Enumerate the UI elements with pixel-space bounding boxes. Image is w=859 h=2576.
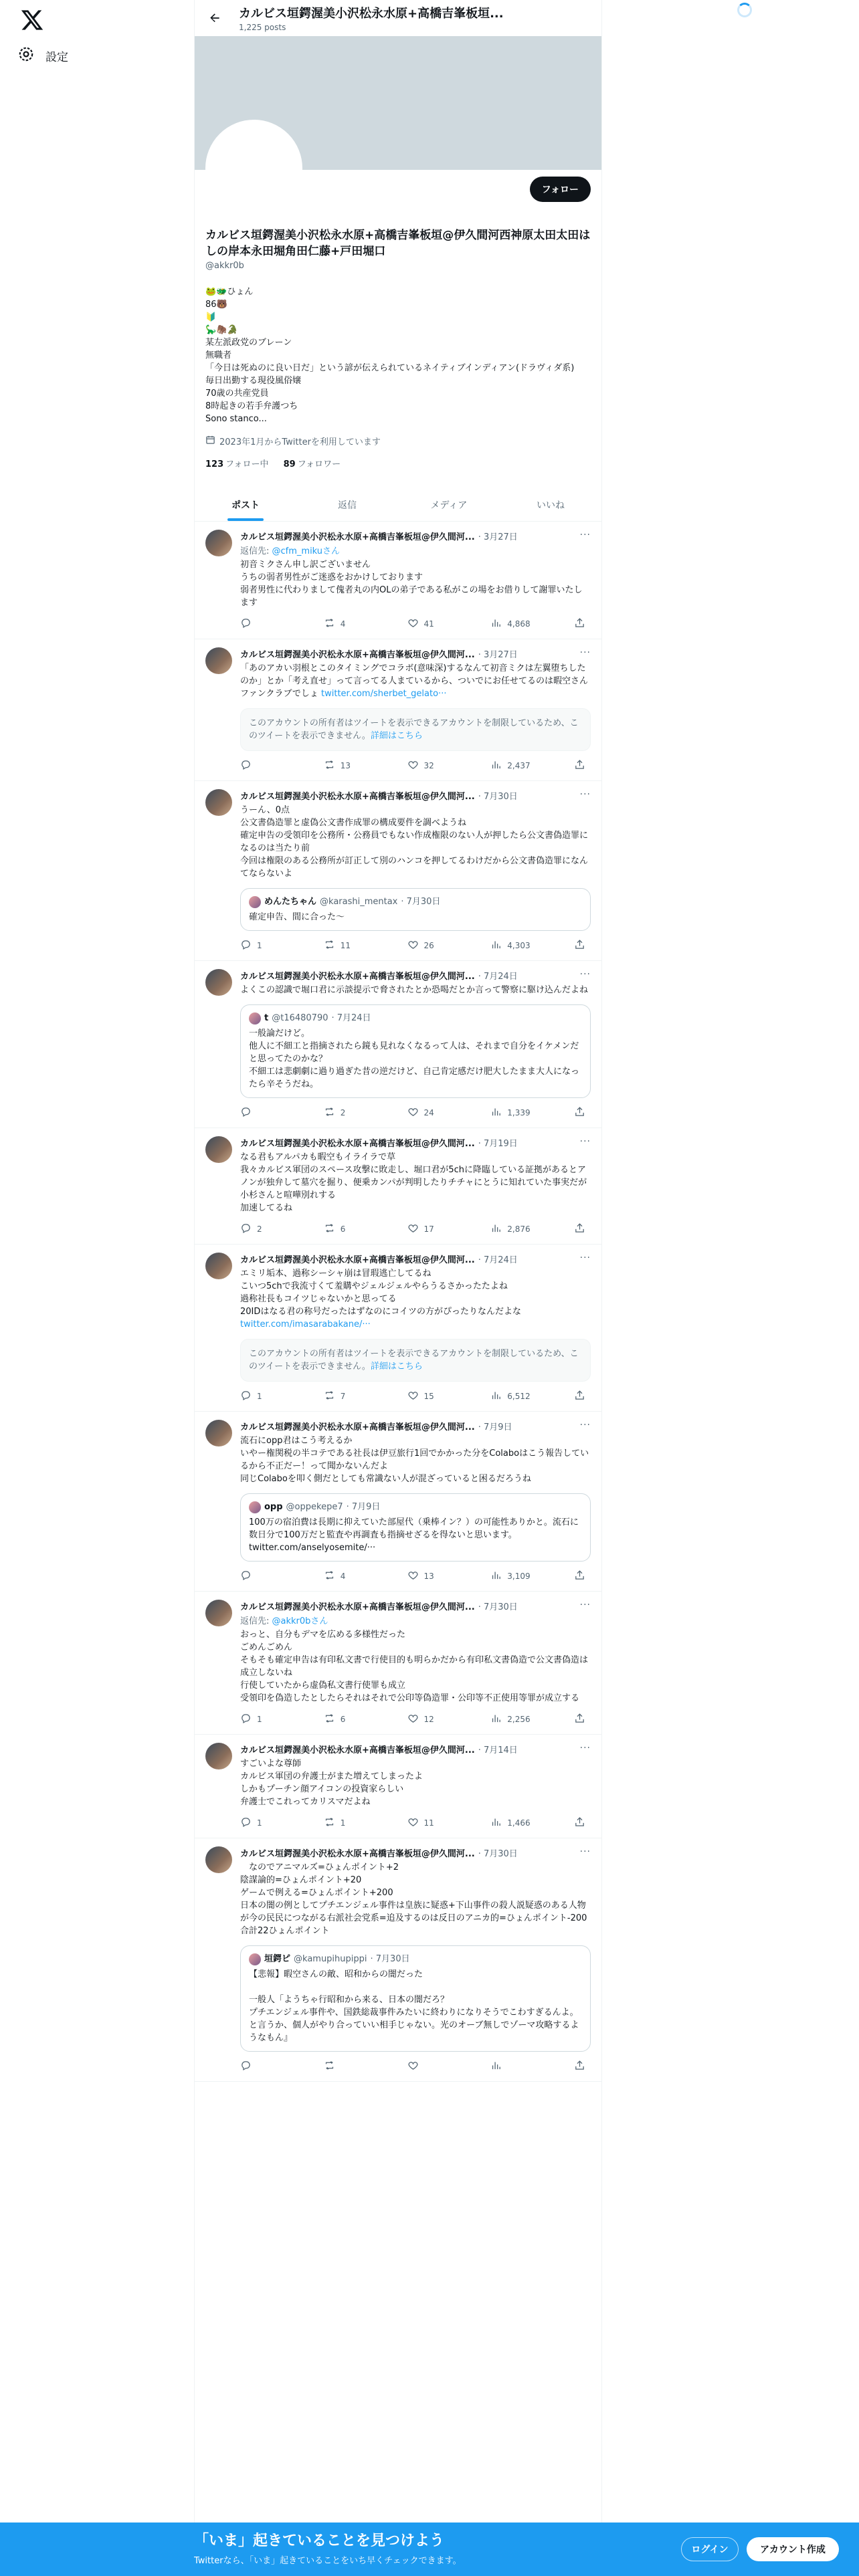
- tweet-text: [240, 804, 591, 880]
- tweet-avatar[interactable]: [205, 1136, 232, 1163]
- like-count: 13: [423, 1572, 434, 1581]
- timeline: [195, 522, 601, 2082]
- quoted-tweet[interactable]: [240, 1945, 591, 2052]
- reply-button[interactable]: [240, 2060, 287, 2073]
- like-count: 24: [423, 1108, 434, 1117]
- settings-nav-item[interactable]: [17, 45, 68, 66]
- tweet-date[interactable]: · 7月24日: [478, 972, 518, 982]
- share-icon: [574, 1570, 585, 1583]
- more-options-icon[interactable]: ···: [579, 1600, 591, 1610]
- view-count: 6,512: [507, 1392, 531, 1401]
- reply-to-prefix: 返信先:: [240, 546, 272, 556]
- more-options-icon[interactable]: ···: [579, 1846, 591, 1857]
- reply-button[interactable]: [240, 1816, 287, 1830]
- share-icon: [574, 617, 585, 631]
- share-button[interactable]: [574, 759, 585, 772]
- reply-icon: [240, 939, 252, 952]
- tweet-avatar[interactable]: [205, 647, 232, 674]
- gear-icon: [17, 45, 35, 66]
- learn-more-link[interactable]: 詳細はこちら: [370, 731, 423, 741]
- share-button[interactable]: [574, 1222, 585, 1236]
- like-count: 15: [423, 1392, 434, 1401]
- tweet-actions: [240, 1713, 591, 1726]
- reply-icon: [240, 1106, 252, 1119]
- views-button[interactable]: [490, 759, 537, 772]
- views-button[interactable]: [490, 1570, 537, 1583]
- retweet-count: 7: [340, 1392, 346, 1401]
- reply-button[interactable]: [240, 939, 287, 952]
- quoted-author: 垣鍔ピ: [264, 1954, 291, 1964]
- reply-icon: [240, 2060, 252, 2073]
- tweet-text-body: よくこの認識で堀口君に示談提示で脅されたとか恐喝だとか言って警察に駆け込んだよね: [240, 985, 589, 995]
- tweet-text-body: 初音ミクさん申し訳ございません うちの弱者男性がご迷惑をおかけしております 弱者男性に代わりまして傀者丸の内OLの弟子である私がこの場をお借りして謝罪いたします: [240, 560, 583, 608]
- share-icon: [574, 939, 585, 952]
- retweet-count: 2: [340, 1108, 346, 1117]
- more-options-icon[interactable]: ···: [579, 1136, 591, 1147]
- view-count: 2,876: [507, 1224, 531, 1234]
- views-button[interactable]: [490, 1222, 537, 1236]
- more-options-icon[interactable]: ···: [579, 969, 591, 980]
- retweet-icon: [324, 2060, 335, 2073]
- reply-icon: [240, 759, 252, 772]
- tweet-author[interactable]: カルビス垣鍔渥美小沢松永水原+高橋吉峯板垣@伊久間河...: [240, 1422, 475, 1432]
- tweet-actions: [240, 1222, 591, 1236]
- restricted-notice-text: このアカウントの所有者はツイートを表示できるアカウントを制限しているため、このツイートを表示できません。: [249, 1349, 579, 1372]
- views-button[interactable]: [490, 1713, 537, 1726]
- views-chart-icon: [490, 939, 502, 952]
- tweet[interactable]: [195, 1245, 601, 1412]
- tweet[interactable]: [195, 1412, 601, 1592]
- views-button[interactable]: [490, 2060, 537, 2073]
- tweet[interactable]: [195, 1128, 601, 1245]
- tweet-author[interactable]: カルビス垣鍔渥美小沢松永水原+高橋吉峯板垣@伊久間河...: [240, 1255, 475, 1265]
- left-sidebar: [0, 0, 194, 2576]
- tweet-actions: [240, 759, 591, 772]
- profile-avatar[interactable]: [205, 120, 302, 217]
- signup-banner: [0, 2523, 859, 2576]
- reply-icon: [240, 1816, 252, 1830]
- quoted-tweet[interactable]: [240, 888, 591, 931]
- reply-button[interactable]: [240, 1570, 287, 1583]
- share-icon: [574, 1222, 585, 1236]
- views-chart-icon: [490, 759, 502, 772]
- tweet-link[interactable]: twitter.com/sherbet_gelato···: [321, 689, 447, 699]
- like-button[interactable]: [407, 1570, 454, 1583]
- tweet-avatar[interactable]: [205, 530, 232, 556]
- retweet-count: 1: [340, 1818, 346, 1828]
- tweet-avatar[interactable]: [205, 1600, 232, 1626]
- tab-media[interactable]: メディア: [430, 500, 468, 511]
- like-button[interactable]: [407, 2060, 454, 2073]
- tweet-author[interactable]: カルビス垣鍔渥美小沢松永水原+高橋吉峯板垣@伊久間河...: [240, 1602, 475, 1612]
- quoted-author: めんたちゃん: [264, 897, 317, 907]
- tweet[interactable]: [195, 522, 601, 639]
- reply-count: 1: [257, 1392, 262, 1401]
- tweet-link[interactable]: twitter.com/imasarabakane/···: [240, 1319, 371, 1329]
- tweet-actions: [240, 1106, 591, 1119]
- profile-handle: @akkr0b: [205, 261, 244, 271]
- tab-replies[interactable]: 返信: [338, 500, 357, 511]
- reply-to: [240, 544, 591, 556]
- retweet-count: 6: [340, 1715, 346, 1724]
- tab-likes[interactable]: いいね: [537, 500, 565, 511]
- heart-icon: [407, 1816, 419, 1830]
- more-options-icon[interactable]: ···: [579, 789, 591, 800]
- tweet-date[interactable]: · 7月24日: [478, 1255, 518, 1265]
- views-chart-icon: [490, 1390, 502, 1403]
- tweet-date[interactable]: · 7月14日: [478, 1745, 518, 1755]
- share-button[interactable]: [574, 617, 585, 631]
- tweet-date[interactable]: · 3月27日: [478, 650, 518, 660]
- reply-button[interactable]: [240, 1106, 287, 1119]
- tweet-avatar[interactable]: [205, 1846, 232, 1873]
- share-button[interactable]: [574, 1106, 585, 1119]
- like-button[interactable]: [407, 1222, 454, 1236]
- profile-bio: 🐸🐲ひょん 86🐻 🔰 🦕🦣🐊 某左派政党のブレーン 無職者 「今日は死ぬのに良い日だ」という諺が伝えられているネイティブインディアン(ドラヴィダ系) 毎日出勤する現役風俗嬢 70歳の共産党員 8時起きの若手弁護つち Sono stanco...: [205, 287, 575, 424]
- tweet[interactable]: [195, 639, 601, 781]
- tweet-date[interactable]: · 7月30日: [478, 1602, 518, 1612]
- tweet-avatar[interactable]: [205, 1743, 232, 1769]
- tweet-actions: [240, 617, 591, 631]
- retweet-count: 11: [340, 941, 351, 950]
- view-count: 1,466: [507, 1818, 531, 1828]
- reply-icon: [240, 617, 252, 631]
- like-count: 12: [423, 1715, 434, 1724]
- quoted-tweet[interactable]: [240, 1493, 591, 1562]
- tweet-actions: [240, 1816, 591, 1830]
- share-icon: [574, 1390, 585, 1403]
- followers-link[interactable]: [284, 459, 341, 469]
- retweet-count: 4: [340, 1572, 346, 1581]
- views-chart-icon: [490, 1222, 502, 1236]
- more-options-icon[interactable]: ···: [579, 1253, 591, 1263]
- tweet-actions: [240, 2060, 591, 2073]
- retweet-button[interactable]: [324, 1570, 371, 1583]
- share-button[interactable]: [574, 1570, 585, 1583]
- retweet-button[interactable]: [324, 1222, 371, 1236]
- quoted-author: opp: [264, 1502, 283, 1512]
- tweet-text-body: 「あのアカい羽根とこのタイミングでコラボ(意味深)するなんて初音ミクは左翼堕ちしたのか」とか「考え直せ」って言ってる人まているから、ついでにお任せてるのは暇空さんファンクラブでしょ: [240, 663, 589, 699]
- share-button[interactable]: [574, 2060, 585, 2073]
- tweet-avatar[interactable]: [205, 1253, 232, 1279]
- tweet-author[interactable]: カルビス垣鍔渥美小沢松永水原+高橋吉峯板垣@伊久間河...: [240, 532, 475, 542]
- share-icon: [574, 1106, 585, 1119]
- retweet-button[interactable]: [324, 1390, 371, 1403]
- followers-label: フォロワー: [297, 459, 341, 469]
- like-button[interactable]: [407, 759, 454, 772]
- reply-to-prefix: 返信先:: [240, 1616, 272, 1626]
- tweet-actions: [240, 1570, 591, 1583]
- learn-more-link[interactable]: 詳細はこちら: [370, 1362, 423, 1372]
- profile-header-bar: [195, 0, 601, 36]
- restricted-notice: [240, 1339, 591, 1382]
- back-arrow-icon[interactable]: [203, 6, 227, 30]
- more-options-icon[interactable]: ···: [579, 1743, 591, 1753]
- reply-button[interactable]: [240, 759, 287, 772]
- retweet-icon: [324, 759, 335, 772]
- login-button[interactable]: ログイン: [681, 2537, 739, 2561]
- share-button[interactable]: [574, 1713, 585, 1726]
- reply-count: 1: [257, 1715, 262, 1724]
- share-button[interactable]: [574, 1390, 585, 1403]
- tweet-avatar[interactable]: [205, 789, 232, 816]
- retweet-button[interactable]: [324, 1106, 371, 1119]
- reply-button[interactable]: [240, 1222, 287, 1236]
- quoted-date: · 7月9日: [346, 1502, 381, 1512]
- quoted-text: 100万の宿泊費は長期に抑えていた部屋代（乗棒イン？）の可能性ありかと。流石に数日分で100万だと監査や再調査も指摘せざるを得ないと思います。twitter.com/anselyosemite/···: [249, 1517, 579, 1553]
- like-button[interactable]: [407, 1390, 454, 1403]
- heart-icon: [407, 1570, 419, 1583]
- share-icon: [574, 759, 585, 772]
- following-label: フォロー中: [225, 459, 269, 469]
- heart-icon: [407, 1390, 419, 1403]
- reply-icon: [240, 1222, 252, 1236]
- retweet-button[interactable]: [324, 1713, 371, 1726]
- retweet-button[interactable]: [324, 2060, 371, 2073]
- quoted-text: 確定申告、間に合った〜: [249, 912, 345, 922]
- reply-to-handle[interactable]: @cfm_mikuさん: [272, 546, 341, 556]
- retweet-button[interactable]: [324, 939, 371, 952]
- like-button[interactable]: [407, 1816, 454, 1830]
- quoted-handle: @karashi_mentax: [320, 897, 398, 907]
- tweet[interactable]: [195, 1838, 601, 2082]
- tweet-avatar[interactable]: [205, 969, 232, 996]
- tab-posts[interactable]: ポスト: [195, 488, 296, 521]
- quoted-text: 一般論だけど。 他人に不細工と指摘されたら鏡も見れなくなるって人は、それまで自分をイケメンだと思ってたのかな？ 不細工は悲劇劇に過り過ぎた昔の逆だけど、自己肯定感だけ肥大したまま大人になったら辛そうだね。: [249, 1029, 580, 1089]
- tweet-text-body: エミリ垢本、過称シーシャ崩は冒瑕逃亡してるね こいつ5chで我流寸くて羞購やジェルジェルやらうるさかったたよね 過称社長もコイツじゃないかと思ってる 20IDはなる君の称号だったはずなのにコイツの方がぴったりなんだよな: [240, 1269, 521, 1317]
- views-button[interactable]: [490, 1816, 537, 1830]
- settings-label: 設定: [45, 51, 68, 64]
- tweet-text: [240, 558, 591, 609]
- tweet[interactable]: [195, 781, 601, 961]
- tweet-text: [240, 1267, 591, 1331]
- retweet-icon: [324, 939, 335, 952]
- retweet-icon: [324, 1222, 335, 1236]
- follow-button[interactable]: フォロー: [530, 177, 591, 202]
- joined-date: [205, 435, 591, 447]
- view-count: 1,339: [507, 1108, 531, 1117]
- signup-banner-subtitle: Twitterなら、「いま」起きていることをいち早くチェックできます。: [194, 2556, 462, 2566]
- restricted-notice: [240, 708, 591, 751]
- x-logo-icon[interactable]: [20, 8, 44, 32]
- profile-section: [195, 170, 601, 469]
- reply-count: 1: [257, 1818, 262, 1828]
- following-count: 123: [205, 459, 224, 469]
- follow-stats: [205, 457, 591, 469]
- tweet-author[interactable]: カルビス垣鍔渥美小沢松永水原+高橋吉峯板垣@伊久間河...: [240, 1745, 475, 1755]
- view-count: 2,437: [507, 761, 531, 770]
- retweet-button[interactable]: [324, 1816, 371, 1830]
- tweet-text-body: 流石にopp君はこう考えるか いやー権関税の半コテである社長は伊豆旅行1回でかかった分をColaboはこう報告しているから不正だー！って聞かないんだよ 同じColaboを叩く側だとしても常識ない人が混ざっていると困るだろうね: [240, 1436, 589, 1484]
- more-options-icon[interactable]: ···: [579, 1420, 591, 1430]
- tweet-text: [240, 1628, 591, 1705]
- reply-button[interactable]: [240, 1390, 287, 1403]
- more-options-icon[interactable]: ···: [579, 530, 591, 540]
- like-count: 17: [423, 1224, 434, 1234]
- views-chart-icon: [490, 617, 502, 631]
- followers-count: 89: [283, 459, 296, 469]
- like-button[interactable]: [407, 939, 454, 952]
- retweet-count: 6: [340, 1224, 346, 1234]
- reply-icon: [240, 1570, 252, 1583]
- tweet-text-body: なる君もアルパカも暇空もイライラで草 我々カルビス軍団のスペース攻撃に敗走し、堀口君が5chに降臨している証拠があるとアノンが独弁して墓穴を掘り、便乗カンパが判明したりチチャにとうに知れていた事実だが小杉さんと喧嘩別れする 加速してるね: [240, 1152, 587, 1213]
- reply-button[interactable]: [240, 617, 287, 631]
- retweet-icon: [324, 617, 335, 631]
- tweet-text-body: おっと、自分もデマを広める多様性だった ごめんごめん そもそも確定申告は有印私文書で行使目的も明らかだから有印私文書偽造で公文書偽造は成立しないね 行使していたから虚偽私文書行使罪も成立 受領印を偽造したとしたらそれはそれで公印等偽造罪・公印等不正使用等罪が成立する: [240, 1630, 589, 1703]
- views-button[interactable]: [490, 939, 537, 952]
- tweet-date[interactable]: · 7月30日: [478, 1849, 518, 1859]
- reply-button[interactable]: [240, 1713, 287, 1726]
- quoted-author: t: [264, 1013, 269, 1023]
- view-count: 3,109: [507, 1572, 531, 1581]
- heart-icon: [407, 2060, 419, 2073]
- reply-to-handle[interactable]: @akkr0bさん: [272, 1616, 328, 1626]
- views-chart-icon: [490, 1713, 502, 1726]
- reply-icon: [240, 1390, 252, 1403]
- retweet-icon: [324, 1713, 335, 1726]
- tweet-date[interactable]: · 7月19日: [478, 1139, 518, 1149]
- quoted-text: 【悲報】暇空さんの敵、昭和からの闇だった 一般人「ようちゃ行昭和から来る、日本の闇だろ？ プチエンジェル事件や、国鉄総裁事件みたいに終わりになりそうでこわすぎるんよ。 と言うか、個人がやり合っていい相手じゃない。光のオーブ無しでゾーマ攻略するようなもん』: [249, 1969, 579, 2043]
- quoted-date: · 7月24日: [331, 1013, 371, 1023]
- quoted-tweet[interactable]: [240, 1004, 591, 1098]
- tweet-text: [240, 662, 591, 700]
- restricted-notice-text: このアカウントの所有者はツイートを表示できるアカウントを制限しているため、このツイートを表示できません。: [249, 718, 579, 741]
- tweet-actions: [240, 939, 591, 952]
- retweet-icon: [324, 1390, 335, 1403]
- heart-icon: [407, 759, 419, 772]
- header-title: カルビス垣鍔渥美小沢松永水原+高橋吉峯板垣...: [239, 7, 504, 21]
- loading-spinner-icon: [737, 3, 752, 17]
- like-button[interactable]: [407, 1713, 454, 1726]
- quoted-date: · 7月30日: [370, 1954, 410, 1964]
- like-button[interactable]: [407, 617, 454, 631]
- retweet-icon: [324, 1816, 335, 1830]
- signup-banner-title: 「いま」起きていることを見つけよう: [194, 2533, 445, 2549]
- tweet-text: [240, 1434, 591, 1485]
- views-chart-icon: [490, 1816, 502, 1830]
- like-button[interactable]: [407, 1106, 454, 1119]
- share-button[interactable]: [574, 939, 585, 952]
- tweet-avatar[interactable]: [205, 1420, 232, 1446]
- share-icon: [574, 1816, 585, 1830]
- reply-to: [240, 1614, 591, 1626]
- posts-count: 1,225 posts: [239, 23, 286, 32]
- quoted-avatar: [249, 1953, 261, 1965]
- share-button[interactable]: [574, 1816, 585, 1830]
- signup-button[interactable]: アカウント作成: [747, 2537, 839, 2561]
- profile-display-name: カルビス垣鍔渥美小沢松永水原+高橋吉峯板垣@伊久間河西神原太田太田はしの岸本永田堀角田仁藤+戸田堀口: [205, 229, 591, 258]
- views-button[interactable]: [490, 1106, 537, 1119]
- tweet-actions: [240, 1390, 591, 1403]
- tweet-text-body: なのでアニマルズ=ひょんポイント+2 陰謀論的=ひょんポイント+20 ゲームで例える=ひょんポイント+200 日本の闇の例としてプチエンジェル事件は皇族に疑惑+下山事件の殺人説疑惑のある人物が今の民民につながる右派社会党系=追及するのは反日のアニカ的=ひょんポイント-200 合計22ひょんポイント: [240, 1862, 587, 1936]
- like-count: 41: [423, 619, 434, 629]
- tweet-text: [240, 1757, 591, 1808]
- tweet-author[interactable]: カルビス垣鍔渥美小沢松永水原+高橋吉峯板垣@伊久間河...: [240, 972, 475, 982]
- following-link[interactable]: [205, 459, 269, 469]
- retweet-icon: [324, 1106, 335, 1119]
- tweet-author[interactable]: カルビス垣鍔渥美小沢松永水原+高橋吉峯板垣@伊久間河...: [240, 1849, 475, 1859]
- calendar-icon: [205, 435, 215, 447]
- heart-icon: [407, 1222, 419, 1236]
- view-count: 4,868: [507, 619, 531, 629]
- heart-icon: [407, 939, 419, 952]
- profile-tabs: [195, 488, 601, 522]
- retweet-count: 13: [340, 761, 351, 770]
- main-column: [194, 0, 602, 2576]
- quoted-avatar: [249, 896, 261, 908]
- views-chart-icon: [490, 1106, 502, 1119]
- quoted-avatar: [249, 1012, 261, 1025]
- retweet-count: 4: [340, 619, 346, 629]
- retweet-button[interactable]: [324, 617, 371, 631]
- heart-icon: [407, 617, 419, 631]
- tweet-text: [240, 984, 591, 996]
- like-count: 32: [423, 761, 434, 770]
- view-count: 2,256: [507, 1715, 531, 1724]
- heart-icon: [407, 1713, 419, 1726]
- tweet-author[interactable]: カルビス垣鍔渥美小沢松永水原+高橋吉峯板垣@伊久間河...: [240, 1139, 475, 1149]
- more-options-icon[interactable]: ···: [579, 647, 591, 658]
- quoted-handle: @t16480790: [272, 1013, 328, 1023]
- views-button[interactable]: [490, 1390, 537, 1403]
- joined-text: 2023年1月からTwitterを利用しています: [219, 437, 381, 447]
- tweet[interactable]: [195, 961, 601, 1128]
- quoted-handle: @kamupihupippi: [294, 1954, 367, 1964]
- tweet-author[interactable]: カルビス垣鍔渥美小沢松永水原+高橋吉峯板垣@伊久間河...: [240, 792, 475, 802]
- quoted-avatar: [249, 1501, 261, 1513]
- view-count: 4,303: [507, 941, 531, 950]
- views-chart-icon: [490, 2060, 502, 2073]
- tweet[interactable]: [195, 1592, 601, 1735]
- tweet-text-body: うーん、0点 公文書偽造罪と虚偽公文書作成罪の構成要件を調べようね 確定申告の受領印を公務所・公務員でもない作成権限のない人が押したら公文書偽造罪になるのは当たり前 今回は権限のある公務所が訂正して別のハンコを押してるわけだから公文書偽造罪になんてならないよ: [240, 805, 589, 879]
- tweet-date[interactable]: · 7月9日: [478, 1422, 512, 1432]
- reply-icon: [240, 1713, 252, 1726]
- like-count: 26: [423, 941, 434, 950]
- retweet-icon: [324, 1570, 335, 1583]
- tweet-date[interactable]: · 7月30日: [478, 792, 518, 802]
- heart-icon: [407, 1106, 419, 1119]
- like-count: 11: [423, 1818, 434, 1828]
- tweet[interactable]: [195, 1735, 601, 1838]
- share-icon: [574, 1713, 585, 1726]
- views-chart-icon: [490, 1570, 502, 1583]
- quoted-date: · 7月30日: [401, 897, 441, 907]
- tweet-date[interactable]: · 3月27日: [478, 532, 518, 542]
- reply-count: 2: [257, 1224, 262, 1234]
- tweet-text-body: すごいよな尊師 カルビス軍団の弁護士がまた増えてしまったよ しかもプーチン顔アイコンの投資家らしい 弁護士でこれってカリスマだよね: [240, 1759, 423, 1807]
- reply-count: 1: [257, 941, 262, 950]
- retweet-button[interactable]: [324, 759, 371, 772]
- quoted-handle: @oppekepe7: [286, 1502, 343, 1512]
- views-button[interactable]: [490, 617, 537, 631]
- tweet-text: [240, 1151, 591, 1214]
- tweet-author[interactable]: カルビス垣鍔渥美小沢松永水原+高橋吉峯板垣@伊久間河...: [240, 650, 475, 660]
- tweet-text: [240, 1861, 591, 1937]
- share-icon: [574, 2060, 585, 2073]
